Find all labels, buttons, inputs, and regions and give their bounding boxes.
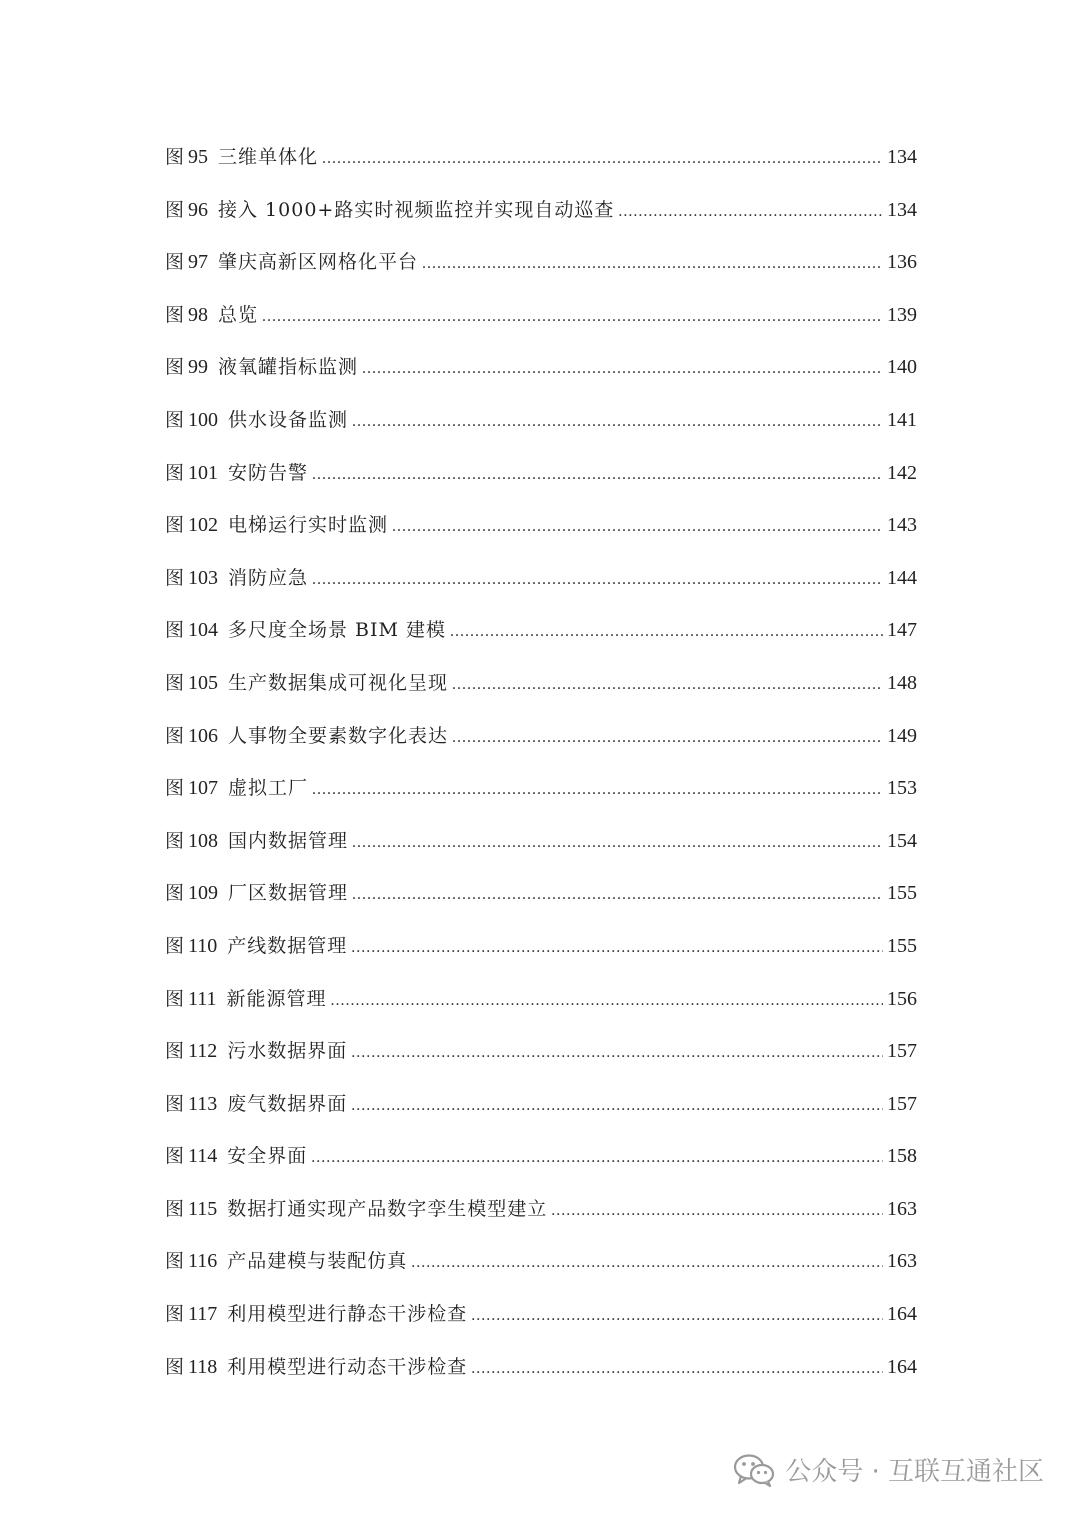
figure-number: 111 [188,987,217,1010]
toc-entry[interactable] [165,867,917,920]
figure-prefix: 图 [165,566,185,589]
dot-leader [352,817,883,870]
figure-title: 利用模型进行静态干涉检查 [227,1303,468,1326]
page-number: 136 [887,251,917,274]
figure-number: 104 [188,619,219,642]
figure-title: 肇庆高新区网格化平台 [218,251,419,274]
toc-entry[interactable] [165,1025,917,1078]
figure-label [165,131,208,184]
figure-prefix: 图 [165,146,185,168]
figure-prefix: 图 [165,987,185,1010]
figure-prefix: 图 [165,356,185,379]
figure-title: 新能源管理 [226,987,327,1010]
dot-leader [352,396,883,449]
toc-entry[interactable] [165,657,917,710]
figure-number: 107 [188,777,219,800]
figure-title: 数据打通实现产品数字孪生模型建立 [227,1197,548,1220]
figure-number: 117 [188,1303,218,1326]
figure-label [165,341,208,394]
watermark-text: 公众号 · 互联互通社区 [785,1457,1044,1487]
dot-leader [331,975,883,1028]
toc-entry[interactable] [165,762,917,815]
toc-entry[interactable] [165,710,917,763]
watermark [733,1451,1044,1488]
dot-leader [262,291,883,344]
figure-label [165,604,218,657]
page-number: 157 [887,1092,917,1115]
figure-label [165,1235,217,1288]
toc-entry[interactable] [165,1235,917,1288]
figure-label [165,815,218,868]
figure-title: 废气数据界面 [227,1092,348,1115]
figure-number: 110 [188,934,218,957]
figure-label [165,657,218,710]
figure-prefix: 图 [165,1303,185,1326]
figure-prefix: 图 [165,1040,185,1063]
figure-number: 118 [188,1355,218,1378]
figure-title: 液氧罐指标监测 [218,356,359,379]
figure-number: 114 [188,1145,218,1168]
page-number: 134 [887,198,917,221]
figure-title: 供水设备监测 [228,408,349,431]
figure-number: 97 [188,251,209,274]
figure-title: 安全界面 [227,1145,308,1168]
figure-number: 105 [188,671,219,694]
page-number: 140 [887,356,917,379]
figure-prefix: 图 [165,829,185,852]
figure-prefix: 图 [165,303,185,326]
toc-entry[interactable] [165,1341,917,1394]
figure-label [165,552,218,605]
figure-prefix: 图 [165,1145,185,1168]
figure-title: 总览 [218,303,259,326]
figure-number: 106 [188,724,219,747]
figure-title: 消防应急 [228,566,309,589]
page-number: 153 [887,777,917,800]
page-number: 148 [887,671,917,694]
dot-leader [362,343,883,396]
toc-entry[interactable] [165,289,917,342]
page-number: 164 [887,1355,917,1378]
figure-label [165,394,218,447]
toc-entry[interactable] [165,236,917,289]
figure-number: 115 [188,1197,218,1220]
figure-prefix: 图 [165,934,185,957]
figure-prefix: 图 [165,251,185,274]
figure-prefix: 图 [165,724,185,747]
toc-entry[interactable] [165,973,917,1026]
figure-label [165,1130,217,1183]
figure-title: 三维单体化 [218,146,319,168]
toc-entry[interactable] [165,1183,917,1236]
figure-prefix: 图 [165,1250,185,1273]
figure-title: 产线数据管理 [227,934,348,957]
figure-prefix: 图 [165,514,185,537]
dot-leader [312,449,883,502]
figure-label [165,973,217,1026]
dot-leader [352,869,883,922]
figure-title: 厂区数据管理 [228,882,349,905]
figure-label [165,499,218,552]
page-number: 149 [887,724,917,747]
wechat-icon [733,1453,775,1487]
figure-title: 利用模型进行动态干涉检查 [227,1355,468,1378]
figure-title: 多尺度全场景 BIM 建模 [228,619,447,642]
dot-leader [311,1132,883,1185]
figure-number: 100 [188,408,219,431]
figure-title: 电梯运行实时监测 [228,514,389,537]
figure-label [165,447,218,500]
figure-prefix: 图 [165,1355,185,1378]
figure-number: 99 [188,356,209,379]
dot-leader [312,764,883,817]
figure-label [165,184,208,237]
figure-label [165,920,217,973]
toc-entry[interactable] [165,1288,917,1341]
figure-label [165,867,218,920]
toc-entry[interactable] [165,1130,917,1183]
figure-label [165,710,218,763]
toc-entry[interactable] [165,920,917,973]
dot-leader [411,1237,883,1290]
figure-title: 污水数据界面 [227,1040,348,1063]
page-number: 154 [887,829,917,852]
figure-label [165,289,208,342]
figure-number: 95 [188,146,209,168]
toc-entry[interactable] [165,131,917,184]
dot-leader [471,1290,883,1343]
figure-number: 96 [188,198,209,221]
page-number: 155 [887,882,917,905]
figure-label [165,1025,217,1078]
figure-prefix: 图 [165,408,185,431]
figure-prefix: 图 [165,882,185,905]
dot-leader [351,1027,883,1080]
figure-number: 109 [188,882,219,905]
figure-label [165,1183,217,1236]
toc-entry[interactable] [165,341,917,394]
figure-title: 生产数据集成可视化呈现 [228,671,449,694]
page-number: 163 [887,1250,917,1273]
page-number: 157 [887,1040,917,1063]
figure-number: 116 [188,1250,218,1273]
figure-prefix: 图 [165,198,185,221]
figure-prefix: 图 [165,1092,185,1115]
figure-title: 安防告警 [228,461,309,484]
dot-leader [422,238,883,291]
page-number: 158 [887,1145,917,1168]
figure-label [165,1288,217,1341]
toc-entry[interactable] [165,394,917,447]
figure-number: 113 [188,1092,218,1115]
page-number: 139 [887,303,917,326]
page-number: 147 [887,619,917,642]
dot-leader [450,606,883,659]
figure-title: 国内数据管理 [228,829,349,852]
dot-leader [322,133,883,186]
page-number: 143 [887,514,917,537]
figure-prefix: 图 [165,671,185,694]
toc-entry[interactable] [165,552,917,605]
toc-entry[interactable] [165,499,917,552]
figure-prefix: 图 [165,777,185,800]
toc-entry[interactable] [165,184,917,237]
dot-leader [452,659,883,712]
figure-label [165,762,218,815]
figure-number: 101 [188,461,219,484]
figure-number: 108 [188,829,219,852]
dot-leader [618,186,883,239]
figure-title: 产品建模与装配仿真 [227,1250,408,1273]
toc-entry[interactable] [165,447,917,500]
toc-entry[interactable] [165,1078,917,1131]
page-number: 163 [887,1197,917,1220]
dot-leader [351,1080,883,1133]
figure-label [165,236,208,289]
toc-entry[interactable] [165,604,917,657]
figure-prefix: 图 [165,1197,185,1220]
figure-number: 112 [188,1040,218,1063]
dot-leader [452,712,883,765]
dot-leader [392,501,883,554]
figure-prefix: 图 [165,619,185,642]
page-number: 164 [887,1303,917,1326]
page-number: 156 [887,987,917,1010]
figure-label [165,1341,217,1394]
dot-leader [551,1185,883,1238]
dot-leader [312,554,883,607]
page-number: 134 [887,146,917,168]
figure-prefix: 图 [165,461,185,484]
figure-number: 102 [188,514,219,537]
page-number: 141 [887,408,917,431]
figure-number: 98 [188,303,209,326]
figure-title: 接入 1000+路实时视频监控并实现自动巡查 [218,198,615,221]
figure-title: 人事物全要素数字化表达 [228,724,449,747]
figure-label [165,1078,217,1131]
page-number: 142 [887,461,917,484]
dot-leader [351,922,883,975]
page-number: 144 [887,566,917,589]
figure-list [165,131,917,1393]
figure-title: 虚拟工厂 [228,777,309,800]
figure-number: 103 [188,566,219,589]
dot-leader [471,1343,883,1396]
toc-entry[interactable] [165,815,917,868]
page-number: 155 [887,934,917,957]
